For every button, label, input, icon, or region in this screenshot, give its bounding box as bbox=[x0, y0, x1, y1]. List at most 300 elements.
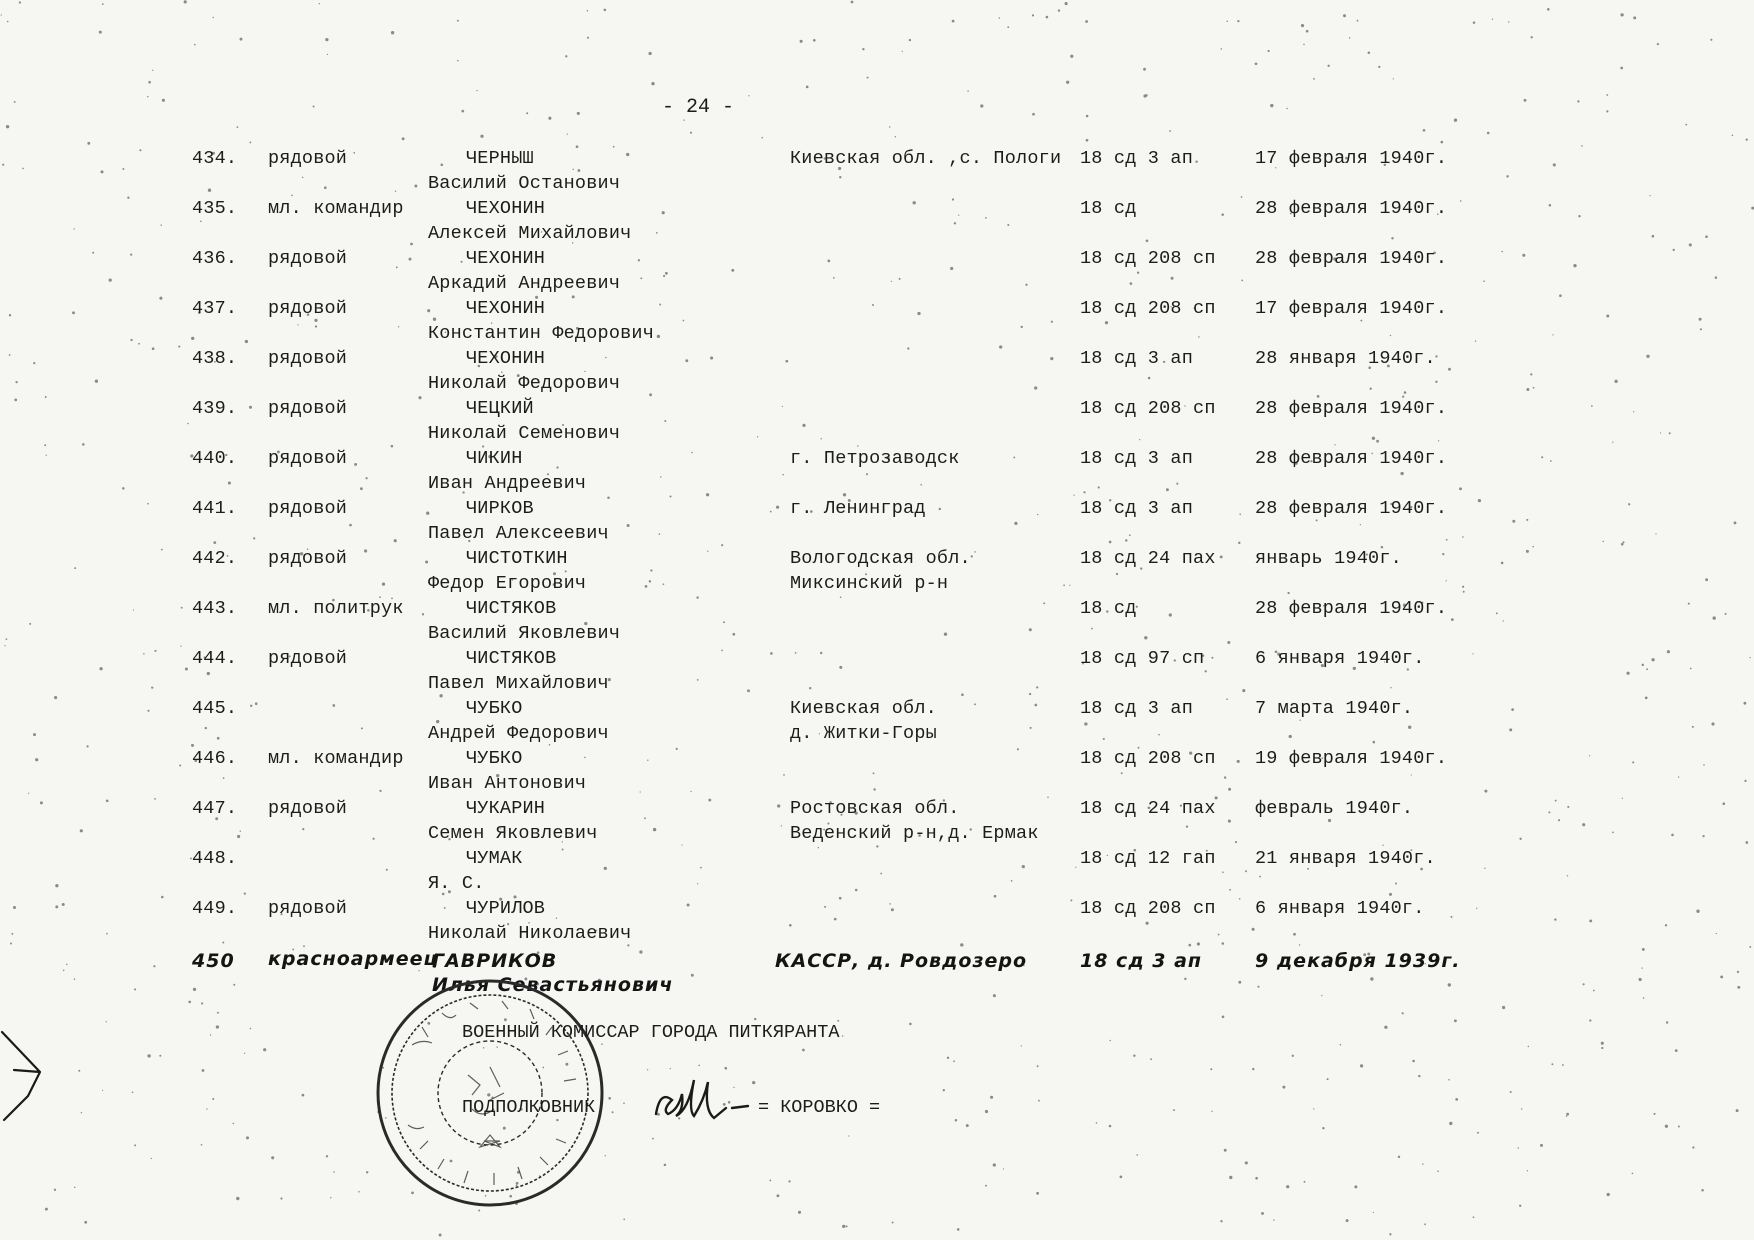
entry-unit: 18 сд 3 ап bbox=[1080, 498, 1194, 519]
scan-speck bbox=[1058, 9, 1060, 11]
scan-speck bbox=[1237, 20, 1239, 22]
scan-speck bbox=[233, 1123, 235, 1125]
entry-unit: 18 сд 3 ап bbox=[1080, 148, 1194, 169]
scan-speck bbox=[188, 1001, 191, 1004]
scan-speck bbox=[1340, 1044, 1342, 1046]
entry-place: Ростовская обл. bbox=[790, 798, 960, 819]
scan-speck bbox=[1066, 81, 1069, 84]
scan-speck bbox=[106, 1021, 107, 1022]
scan-speck bbox=[1321, 995, 1322, 996]
scan-speck bbox=[1477, 1132, 1479, 1134]
scan-speck bbox=[1620, 67, 1623, 70]
scan-speck bbox=[206, 1108, 207, 1109]
scan-speck bbox=[1229, 1176, 1232, 1179]
scan-speck bbox=[1109, 1040, 1111, 1042]
scan-speck bbox=[1357, 20, 1359, 22]
scan-speck bbox=[1455, 1098, 1458, 1101]
scan-speck bbox=[1032, 113, 1035, 116]
scan-speck bbox=[1303, 44, 1305, 46]
scan-speck bbox=[1412, 1060, 1415, 1063]
entry-date: 21 января 1940г. bbox=[1255, 848, 1436, 869]
scan-speck bbox=[1423, 129, 1426, 132]
scan-speck bbox=[842, 1225, 845, 1228]
entry-date: 6 января 1940г. bbox=[1255, 648, 1425, 669]
entry-number: 440. bbox=[192, 448, 238, 469]
entry-given-name: Алексей Михайлович bbox=[428, 223, 632, 244]
scan-speck bbox=[1732, 135, 1734, 137]
scan-speck bbox=[1593, 990, 1595, 992]
scan-speck bbox=[1245, 1161, 1248, 1164]
entry-unit: 18 сд 24 пах bbox=[1080, 798, 1216, 819]
scan-speck bbox=[604, 9, 607, 12]
list-item bbox=[0, 638, 1754, 694]
scan-speck bbox=[999, 17, 1001, 19]
scan-speck bbox=[201, 1002, 203, 1004]
scan-speck bbox=[1540, 1144, 1543, 1147]
handwritten-list-item bbox=[0, 938, 1754, 996]
scan-speck bbox=[1327, 1078, 1329, 1080]
scan-speck bbox=[1527, 1170, 1528, 1171]
scan-speck bbox=[943, 1089, 945, 1091]
scan-speck bbox=[567, 134, 568, 135]
list-item bbox=[0, 388, 1754, 444]
entry-given-name: Иван Андреевич bbox=[428, 473, 587, 494]
scan-speck bbox=[201, 1144, 203, 1146]
entry-given-name: Я. С. bbox=[428, 873, 485, 894]
scan-speck bbox=[210, 1034, 211, 1035]
scan-speck bbox=[612, 1111, 614, 1113]
entry-unit: 18 сд 3 ап bbox=[1080, 698, 1194, 719]
entry-given-name: Иван Антонович bbox=[428, 773, 587, 794]
scan-speck bbox=[1473, 1216, 1475, 1218]
scan-speck bbox=[1301, 24, 1304, 27]
entry-place: г. Петрозаводск bbox=[790, 448, 960, 469]
scan-speck bbox=[993, 1163, 996, 1166]
scan-speck bbox=[1487, 132, 1490, 135]
scan-speck bbox=[302, 1094, 305, 1097]
scan-speck bbox=[54, 1189, 56, 1191]
entry-date: 19 февраля 1940г. bbox=[1255, 748, 1448, 769]
scan-speck bbox=[990, 1096, 993, 1099]
entry-unit: 18 сд 3 ап bbox=[1080, 950, 1203, 972]
scan-speck bbox=[1065, 2, 1068, 5]
entry-unit: 18 сд bbox=[1080, 598, 1137, 619]
scan-speck bbox=[250, 1028, 252, 1030]
scan-speck bbox=[1327, 65, 1329, 67]
scan-speck bbox=[1210, 1068, 1212, 1070]
scan-speck bbox=[1449, 1122, 1452, 1125]
scan-speck bbox=[1657, 43, 1659, 45]
scan-speck bbox=[457, 60, 459, 62]
scan-speck bbox=[162, 99, 165, 102]
entry-place: г. Ленинград bbox=[790, 498, 926, 519]
scan-speck bbox=[1562, 1064, 1564, 1066]
scan-speck bbox=[212, 17, 213, 18]
scan-speck bbox=[947, 1057, 949, 1059]
list-item bbox=[0, 238, 1754, 294]
list-item bbox=[0, 538, 1754, 594]
entry-rank: мл. командир bbox=[268, 198, 404, 219]
scan-speck bbox=[802, 1049, 805, 1052]
entry-given-name: Николай Николаевич bbox=[428, 923, 632, 944]
scan-speck bbox=[1086, 115, 1089, 118]
scan-speck bbox=[1736, 1109, 1739, 1112]
scan-speck bbox=[263, 1048, 266, 1051]
scan-speck bbox=[1070, 55, 1073, 58]
scan-speck bbox=[1606, 110, 1608, 112]
scan-speck bbox=[1389, 1233, 1391, 1235]
scan-speck bbox=[902, 51, 903, 52]
scan-speck bbox=[1519, 1205, 1521, 1207]
entry-date: январь 1940г. bbox=[1255, 548, 1402, 569]
entry-rank: рядовой bbox=[268, 298, 348, 319]
scan-speck bbox=[1589, 1019, 1591, 1021]
scan-speck bbox=[1346, 1219, 1349, 1222]
scan-speck bbox=[1032, 14, 1034, 16]
scan-speck bbox=[1633, 16, 1636, 19]
scan-speck bbox=[1313, 78, 1315, 80]
scan-speck bbox=[134, 988, 136, 990]
scan-speck bbox=[851, 1, 854, 4]
page-number: - 24 - bbox=[662, 96, 735, 119]
scan-speck bbox=[461, 110, 464, 113]
scan-speck bbox=[892, 1222, 894, 1224]
scan-speck bbox=[439, 1234, 442, 1237]
scan-speck bbox=[391, 31, 394, 34]
entry-date: 28 февраля 1940г. bbox=[1255, 248, 1448, 269]
list-item bbox=[0, 738, 1754, 794]
entry-date: 7 марта 1940г. bbox=[1255, 698, 1414, 719]
entry-surname: ЧИКИН bbox=[466, 448, 523, 469]
entry-date: февраль 1940г. bbox=[1255, 798, 1414, 819]
scan-speck bbox=[244, 1053, 245, 1054]
scan-speck bbox=[202, 1069, 205, 1072]
scan-speck bbox=[1150, 1058, 1152, 1060]
entry-given-name: Павел Алексеевич bbox=[428, 523, 609, 544]
scan-speck bbox=[1354, 1185, 1357, 1188]
scan-speck bbox=[99, 31, 102, 34]
scan-speck bbox=[769, 1179, 771, 1181]
scan-speck bbox=[147, 1054, 150, 1057]
scan-speck bbox=[1528, 1046, 1529, 1047]
scan-speck bbox=[1448, 1079, 1450, 1081]
scan-speck bbox=[240, 38, 243, 41]
scan-speck bbox=[889, 126, 890, 127]
list-item bbox=[0, 838, 1754, 894]
entry-number: 449. bbox=[192, 898, 238, 919]
entry-surname: ЧУКАРИН bbox=[466, 798, 546, 819]
margin-mark bbox=[0, 1012, 70, 1122]
entry-number: 435. bbox=[192, 198, 238, 219]
entry-rank: рядовой bbox=[268, 648, 348, 669]
scan-speck bbox=[148, 81, 151, 84]
list-item bbox=[0, 688, 1754, 744]
scan-speck bbox=[1601, 1042, 1604, 1045]
scan-speck bbox=[217, 1012, 219, 1014]
scan-speck bbox=[846, 1225, 848, 1227]
scan-speck bbox=[366, 1171, 368, 1173]
entry-number: 443. bbox=[192, 598, 238, 619]
scan-speck bbox=[1566, 1116, 1567, 1117]
entries-list bbox=[0, 138, 1754, 996]
scan-speck bbox=[19, 1, 21, 3]
scan-speck bbox=[1424, 1223, 1426, 1225]
scan-speck bbox=[1273, 1219, 1274, 1220]
scan-speck bbox=[1343, 14, 1346, 17]
scan-speck bbox=[806, 86, 809, 89]
entry-number: 448. bbox=[192, 848, 238, 869]
entry-surname: ЧЕРНЫШ bbox=[466, 148, 534, 169]
scan-speck bbox=[476, 90, 477, 91]
scan-speck bbox=[1133, 1054, 1135, 1056]
scan-speck bbox=[526, 112, 528, 114]
entry-number: 447. bbox=[192, 798, 238, 819]
scan-speck bbox=[867, 77, 869, 79]
scan-speck bbox=[1021, 1045, 1022, 1046]
entry-number: 446. bbox=[192, 748, 238, 769]
scan-speck bbox=[194, 44, 196, 46]
scan-speck bbox=[683, 119, 684, 120]
scan-speck bbox=[333, 1171, 335, 1173]
scan-speck bbox=[152, 70, 153, 71]
scan-speck bbox=[548, 117, 551, 120]
scan-speck bbox=[664, 1164, 667, 1167]
scan-speck bbox=[577, 112, 580, 115]
entry-number: 439. bbox=[192, 398, 238, 419]
scan-speck bbox=[1692, 1146, 1694, 1148]
entry-place-line2: Миксинский р-н bbox=[790, 573, 949, 594]
scan-speck bbox=[565, 55, 567, 57]
scan-speck bbox=[45, 1208, 48, 1211]
scan-speck bbox=[1322, 1127, 1324, 1129]
scan-speck bbox=[1531, 36, 1533, 38]
scan-speck bbox=[1143, 68, 1146, 71]
scan-speck bbox=[1601, 1047, 1603, 1049]
entry-place: КАССР, д. Ровдозеро bbox=[775, 950, 1028, 972]
scan-speck bbox=[6, 125, 9, 128]
entry-date: 17 февраля 1940г. bbox=[1255, 148, 1448, 169]
entry-rank: красноармеец bbox=[268, 948, 439, 970]
scan-speck bbox=[1224, 1149, 1227, 1152]
entry-date: 28 января 1940г. bbox=[1255, 348, 1436, 369]
entry-number: 437. bbox=[192, 298, 238, 319]
scan-speck bbox=[1378, 66, 1380, 68]
scan-speck bbox=[1502, 1006, 1505, 1009]
entry-date: 28 февраля 1940г. bbox=[1255, 498, 1448, 519]
scan-speck bbox=[159, 1055, 161, 1057]
entry-number: 436. bbox=[192, 248, 238, 269]
scan-speck bbox=[1518, 1147, 1519, 1148]
scan-speck bbox=[1261, 1212, 1264, 1215]
scan-speck bbox=[952, 20, 955, 23]
scan-speck bbox=[587, 37, 589, 39]
signature-name: = КОРОВКО = bbox=[758, 1097, 881, 1118]
scan-speck bbox=[848, 1135, 849, 1136]
entry-surname: ГАВРИКОВ bbox=[432, 950, 558, 972]
scan-speck bbox=[967, 90, 968, 91]
scan-speck bbox=[1547, 8, 1550, 11]
scan-speck bbox=[788, 1180, 790, 1182]
scan-speck bbox=[1211, 1111, 1212, 1112]
scan-speck bbox=[776, 1194, 779, 1197]
entry-given-name: Василий Останович bbox=[428, 173, 621, 194]
scan-speck bbox=[74, 1187, 76, 1189]
entry-unit: 18 сд 208 сп bbox=[1080, 298, 1216, 319]
scan-speck bbox=[1360, 1064, 1363, 1067]
scan-speck bbox=[909, 39, 911, 41]
scan-speck bbox=[1454, 1019, 1457, 1022]
scan-speck bbox=[84, 1221, 87, 1224]
scan-speck bbox=[1270, 104, 1273, 107]
scan-speck bbox=[955, 1119, 958, 1122]
entry-rank: рядовой bbox=[268, 148, 348, 169]
entry-given-name: Василий Яковлевич bbox=[428, 623, 621, 644]
entry-unit: 18 сд bbox=[1080, 198, 1137, 219]
scan-speck bbox=[1096, 1122, 1098, 1124]
entry-given-name: Николай Семенович bbox=[428, 423, 621, 444]
scan-speck bbox=[1036, 1192, 1039, 1195]
entry-surname: ЧУБКО bbox=[466, 748, 523, 769]
scan-speck bbox=[132, 1091, 134, 1093]
entry-unit: 18 сд 208 сп bbox=[1080, 898, 1216, 919]
scan-speck bbox=[102, 1090, 103, 1091]
scan-speck bbox=[1220, 1220, 1222, 1222]
scan-speck bbox=[1349, 37, 1350, 38]
scan-speck bbox=[330, 1197, 331, 1198]
list-item bbox=[0, 788, 1754, 844]
scan-speck bbox=[1675, 1049, 1678, 1052]
scan-speck bbox=[1252, 1068, 1254, 1070]
entry-unit: 18 сд 97 сп bbox=[1080, 648, 1205, 669]
entry-number: 442. bbox=[192, 548, 238, 569]
entry-surname: ЧЕХОНИН bbox=[466, 348, 546, 369]
entry-given-name: Аркадий Андреевич bbox=[428, 273, 621, 294]
scan-speck bbox=[457, 20, 459, 22]
entry-given-name: Андрей Федорович bbox=[428, 723, 609, 744]
entry-given-name: Павел Михайлович bbox=[428, 673, 609, 694]
scan-speck bbox=[842, 1035, 844, 1037]
scan-speck bbox=[1292, 1055, 1294, 1057]
scan-speck bbox=[1255, 62, 1258, 65]
list-item bbox=[0, 338, 1754, 394]
entry-unit: 18 сд 3 ап bbox=[1080, 348, 1194, 369]
entry-surname: ЧЕХОНИН bbox=[466, 298, 546, 319]
entry-unit: 18 сд 208 сп bbox=[1080, 248, 1216, 269]
entry-date: 28 февраля 1940г. bbox=[1255, 598, 1448, 619]
scan-speck bbox=[798, 1211, 801, 1214]
scan-speck bbox=[1368, 52, 1371, 55]
scan-speck bbox=[1473, 21, 1476, 24]
scan-speck bbox=[748, 95, 749, 96]
scan-speck bbox=[1003, 1168, 1004, 1169]
scan-speck bbox=[151, 1158, 152, 1159]
scan-speck bbox=[1437, 1170, 1439, 1172]
entry-unit: 18 сд 24 пах bbox=[1080, 548, 1216, 569]
entry-date: 28 февраля 1940г. bbox=[1255, 398, 1448, 419]
scan-speck bbox=[957, 1228, 960, 1231]
scan-speck bbox=[78, 1070, 80, 1072]
scan-speck bbox=[1304, 1181, 1306, 1183]
scan-speck bbox=[1268, 50, 1270, 52]
entry-surname: ЧИСТОТКИН bbox=[466, 548, 568, 569]
scan-speck bbox=[1255, 1177, 1258, 1180]
entry-number: 434. bbox=[192, 148, 238, 169]
entry-place-line2: Веденский р-н,д. Ермак bbox=[790, 823, 1039, 844]
entry-place: Киевская обл. bbox=[790, 698, 937, 719]
scan-speck bbox=[1510, 1091, 1512, 1093]
scan-speck bbox=[1402, 1012, 1404, 1014]
scan-speck bbox=[985, 1110, 988, 1113]
scan-speck bbox=[325, 38, 328, 41]
scan-speck bbox=[1398, 1156, 1400, 1158]
scan-speck bbox=[648, 52, 651, 55]
entry-rank: рядовой bbox=[268, 548, 348, 569]
entry-given-name: Николай Федорович bbox=[428, 373, 621, 394]
scan-speck bbox=[623, 1219, 625, 1221]
entry-rank: рядовой bbox=[268, 448, 348, 469]
scan-speck bbox=[1710, 39, 1712, 41]
entry-place-line2: д. Житки-Горы bbox=[790, 723, 937, 744]
entry-date: 6 января 1940г. bbox=[1255, 898, 1425, 919]
scan-speck bbox=[1678, 1126, 1680, 1128]
entry-given-name: Федор Егорович bbox=[428, 573, 587, 594]
scan-speck bbox=[1620, 13, 1623, 16]
scan-speck bbox=[1120, 1176, 1123, 1179]
scan-speck bbox=[1551, 1063, 1553, 1065]
entry-surname: ЧИСТЯКОВ bbox=[466, 598, 557, 619]
scan-speck bbox=[1, 14, 2, 15]
entry-date: 9 декабря 1939г. bbox=[1255, 950, 1461, 972]
scan-speck bbox=[1046, 16, 1049, 19]
scan-speck bbox=[1085, 20, 1088, 23]
scan-speck bbox=[1221, 48, 1223, 50]
scan-speck bbox=[1136, 1154, 1138, 1156]
handwritten-signature bbox=[648, 1070, 758, 1130]
entry-place: Киевская обл. ,с. Пологи bbox=[790, 148, 1062, 169]
entry-surname: ЧЕХОНИН bbox=[466, 198, 546, 219]
entry-given-name: Константин Федорович bbox=[428, 323, 655, 344]
entry-given-name: Илья Севастьянович bbox=[432, 974, 674, 996]
scan-speck bbox=[698, 1065, 700, 1067]
scan-speck bbox=[1037, 1065, 1039, 1067]
entry-surname: ЧЕЦКИЙ bbox=[466, 398, 534, 419]
scan-speck bbox=[909, 1023, 912, 1026]
scan-speck bbox=[1109, 1125, 1112, 1128]
list-item bbox=[0, 138, 1754, 194]
scan-speck bbox=[953, 1060, 955, 1062]
entry-rank: мл. политрук bbox=[268, 598, 404, 619]
scan-speck bbox=[1418, 1075, 1420, 1077]
scan-speck bbox=[1373, 1212, 1374, 1213]
scan-speck bbox=[800, 40, 803, 43]
scan-speck bbox=[1524, 99, 1527, 102]
scan-speck bbox=[102, 3, 104, 5]
scan-speck bbox=[1508, 21, 1509, 22]
scan-speck bbox=[271, 1156, 274, 1159]
scan-speck bbox=[993, 994, 996, 997]
scan-speck bbox=[1607, 1193, 1610, 1196]
entry-number: 444. bbox=[192, 648, 238, 669]
scan-speck bbox=[1384, 1026, 1387, 1029]
scan-speck bbox=[754, 1018, 756, 1020]
scan-speck bbox=[358, 1191, 360, 1193]
entry-number: 450 bbox=[192, 950, 235, 972]
scan-speck bbox=[1173, 1109, 1175, 1111]
scan-speck bbox=[1286, 108, 1287, 109]
scan-speck bbox=[1577, 100, 1579, 102]
scan-speck bbox=[1007, 26, 1009, 28]
entry-number: 445. bbox=[192, 698, 238, 719]
